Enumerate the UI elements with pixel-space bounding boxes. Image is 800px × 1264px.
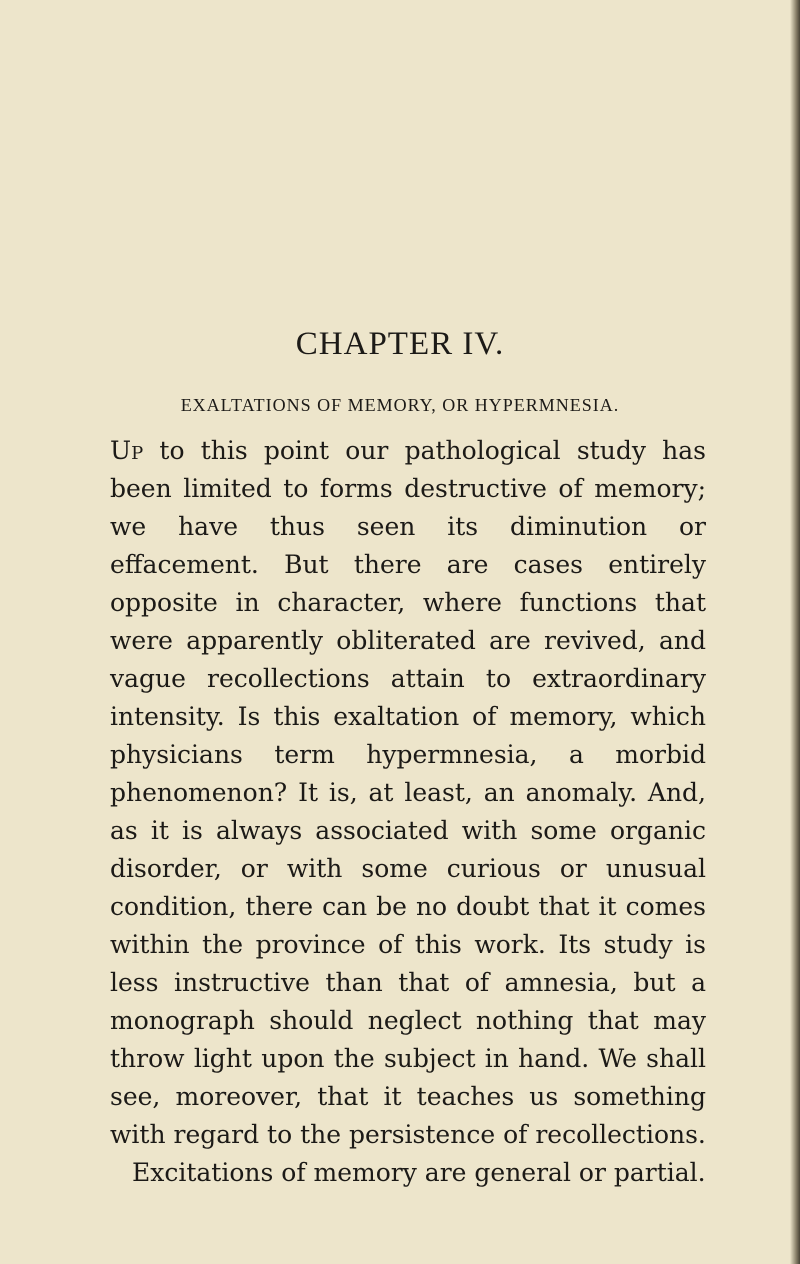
- chapter-subtitle: EXALTATIONS OF MEMORY, OR HYPERMNESIA.: [180, 395, 620, 415]
- paragraph-lead-word: Up: [110, 436, 144, 465]
- chapter-title: CHAPTER IV.: [295, 326, 505, 362]
- page-edge-shadow: [790, 0, 800, 1264]
- paragraph-2: Excitations of memory are general or partial.: [132, 1158, 706, 1187]
- paragraph-1-text: to this point our pathological study has been limited to forms destructive of memory; we have thus seen its diminution or effacement. But there are cases entirely opposite in character, where functions that were apparently obliterated are revived, and vague recollections attain to extraordinary intensity. Is this exaltation of memory, which physicians term hypermnesia, a morbid phenomenon? It is, at least, an anomaly. And, as it is always associated with some organic disorder, or with some curious or unusual condition, there can be no doubt that it comes within the province of this work. Its study is less instructive than that of amnesia, but a monograph should neglect nothing that may throw light upon the subject in hand. We shall see, moreover, that it teaches us something with regard to the persistence of recollections.: [110, 436, 706, 1149]
- paragraph-1: [110, 432, 706, 1154]
- body-text: [110, 432, 706, 1192]
